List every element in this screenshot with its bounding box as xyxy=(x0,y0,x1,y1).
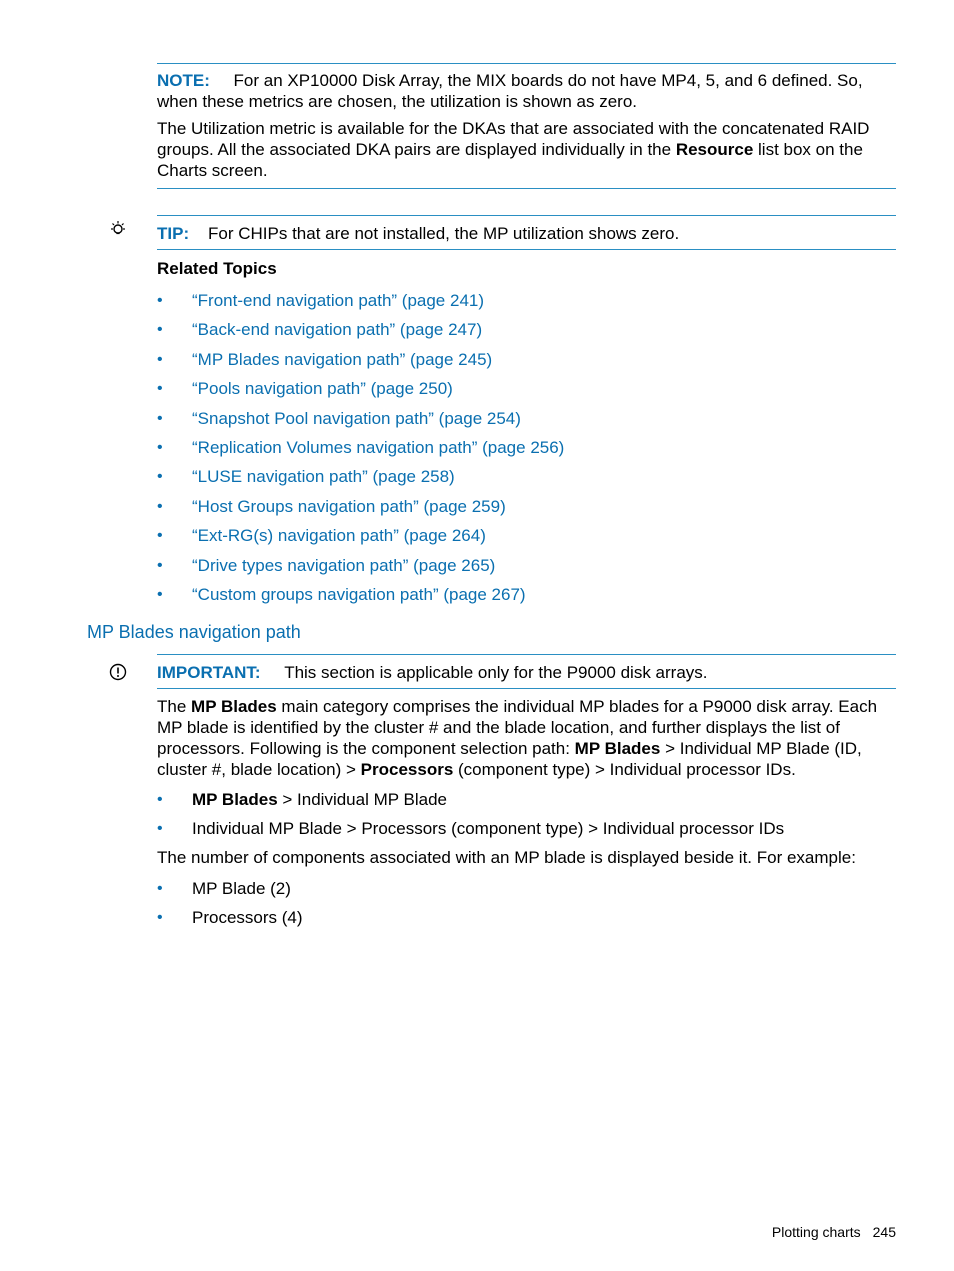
intro-paragraph xyxy=(157,696,896,780)
related-link[interactable]: “Pools navigation path” (page 250) xyxy=(192,379,453,399)
bullet-icon: • xyxy=(157,380,163,398)
related-link[interactable]: “Ext-RG(s) navigation path” (page 264) xyxy=(192,526,486,546)
bullet-icon: • xyxy=(157,585,163,603)
bullet-icon: • xyxy=(157,527,163,545)
note-para2-bold: Resource xyxy=(675,140,754,159)
intro-text-1: The xyxy=(157,697,192,716)
related-topics-list xyxy=(157,290,564,613)
list-item xyxy=(157,555,564,584)
important-label: IMPORTANT: xyxy=(157,663,261,682)
bullet-icon: • xyxy=(157,409,163,427)
related-topics-heading: Related Topics xyxy=(157,259,277,278)
list-item xyxy=(157,789,784,818)
important-top-rule xyxy=(157,654,896,655)
list-item xyxy=(157,466,564,495)
important-bottom-rule xyxy=(157,688,896,689)
footer-section: Plotting charts xyxy=(771,1224,861,1240)
path-item-text: > Individual MP Blade xyxy=(277,790,447,809)
example-text: Processors (4) xyxy=(192,908,303,927)
important-block xyxy=(157,662,896,683)
related-link[interactable]: “Back-end navigation path” (page 247) xyxy=(192,320,483,340)
note-text xyxy=(157,70,896,112)
list-item xyxy=(157,349,564,378)
note-block xyxy=(157,70,896,181)
count-text: The number of components associated with an MP blade is displayed beside it. For example: xyxy=(157,848,856,867)
intro-text xyxy=(157,696,896,780)
related-link[interactable]: “Front-end navigation path” (page 241) xyxy=(192,291,485,310)
related-link[interactable]: “Drive types navigation path” (page 265) xyxy=(192,555,496,575)
list-item xyxy=(157,408,564,437)
related-link[interactable]: “Custom groups navigation path” (page 267) xyxy=(192,584,526,604)
intro-text-3: > Individual MP Blade (ID, cluster #, blade location) > xyxy=(157,739,862,779)
bullet-icon: • xyxy=(157,820,163,837)
tip-top-rule xyxy=(157,215,896,216)
tip-block xyxy=(157,223,896,244)
bullet-icon: • xyxy=(157,438,163,456)
note-para2-text-end: list box on the Charts screen. xyxy=(157,140,863,180)
intro-bold-3: Processors xyxy=(360,760,454,779)
important-body: This section is applicable only for the P9000 disk arrays. xyxy=(284,663,708,682)
section-heading: MP Blades navigation path xyxy=(87,622,301,642)
important-text xyxy=(157,662,896,683)
intro-bold-2: MP Blades xyxy=(574,739,661,758)
related-link[interactable]: “Replication Volumes navigation path” (page 256) xyxy=(192,437,565,457)
lightbulb-icon xyxy=(108,219,128,239)
list-item xyxy=(157,496,564,525)
bullet-icon: • xyxy=(157,556,163,574)
page-number: 245 xyxy=(872,1224,896,1240)
bullet-icon: • xyxy=(157,880,163,897)
intro-bold-1: MP Blades xyxy=(191,697,277,716)
note-body: For an XP10000 Disk Array, the MIX boards do not have MP4, 5, and 6 defined. So, when these metrics are chosen, the utilization is shown as zero. xyxy=(157,71,863,111)
example-list xyxy=(157,878,303,936)
related-link[interactable]: “Host Groups navigation path” (page 259) xyxy=(192,496,506,516)
list-item xyxy=(157,437,564,466)
list-item xyxy=(157,378,564,407)
note-bottom-rule xyxy=(157,188,896,189)
count-paragraph xyxy=(157,847,896,868)
bullet-icon: • xyxy=(157,321,163,339)
tip-body: For CHIPs that are not installed, the MP utilization shows zero. xyxy=(208,224,680,243)
bullet-icon: • xyxy=(157,468,163,486)
note-label: NOTE: xyxy=(157,71,210,90)
note-para2-text: The Utilization metric is available for the DKAs that are associated with the concatenated RAID groups. All the associated DKA pairs are displayed individually in the xyxy=(157,119,870,159)
bullet-icon: • xyxy=(157,909,163,926)
bullet-icon: • xyxy=(157,497,163,515)
list-item xyxy=(157,290,564,319)
tip-bottom-rule xyxy=(157,249,896,250)
list-item xyxy=(157,907,303,936)
important-icon xyxy=(108,662,128,682)
related-link[interactable]: “MP Blades navigation path” (page 245) xyxy=(192,349,493,369)
bullet-icon: • xyxy=(157,350,163,368)
bullet-icon: • xyxy=(157,292,163,309)
note-top-rule xyxy=(157,63,896,64)
example-text: MP Blade (2) xyxy=(192,879,291,898)
path-list xyxy=(157,789,784,847)
bullet-icon: • xyxy=(157,791,163,808)
related-topics-title xyxy=(157,258,896,279)
intro-text-4: (component type) > Individual processor IDs. xyxy=(453,760,796,779)
related-link[interactable]: “LUSE navigation path” (page 258) xyxy=(192,467,455,487)
list-item xyxy=(157,584,564,613)
list-item xyxy=(157,525,564,554)
related-link[interactable]: “Snapshot Pool navigation path” (page 254) xyxy=(192,408,521,428)
list-item xyxy=(157,319,564,348)
path-item-bold: MP Blades xyxy=(192,790,278,809)
intro-text-2: main category comprises the individual MP blades for a P9000 disk array. Each MP blade is identified by the cluster # and the blade location, and further displays the list of processors. Following is the component selection path: xyxy=(157,697,878,758)
note-paragraph-2 xyxy=(157,118,896,181)
list-item xyxy=(157,818,784,847)
tip-text xyxy=(157,223,896,244)
list-item xyxy=(157,878,303,907)
page-footer xyxy=(772,1222,896,1243)
tip-label: TIP: xyxy=(157,224,190,243)
path-item-text: Individual MP Blade > Processors (component type) > Individual processor IDs xyxy=(192,819,785,838)
